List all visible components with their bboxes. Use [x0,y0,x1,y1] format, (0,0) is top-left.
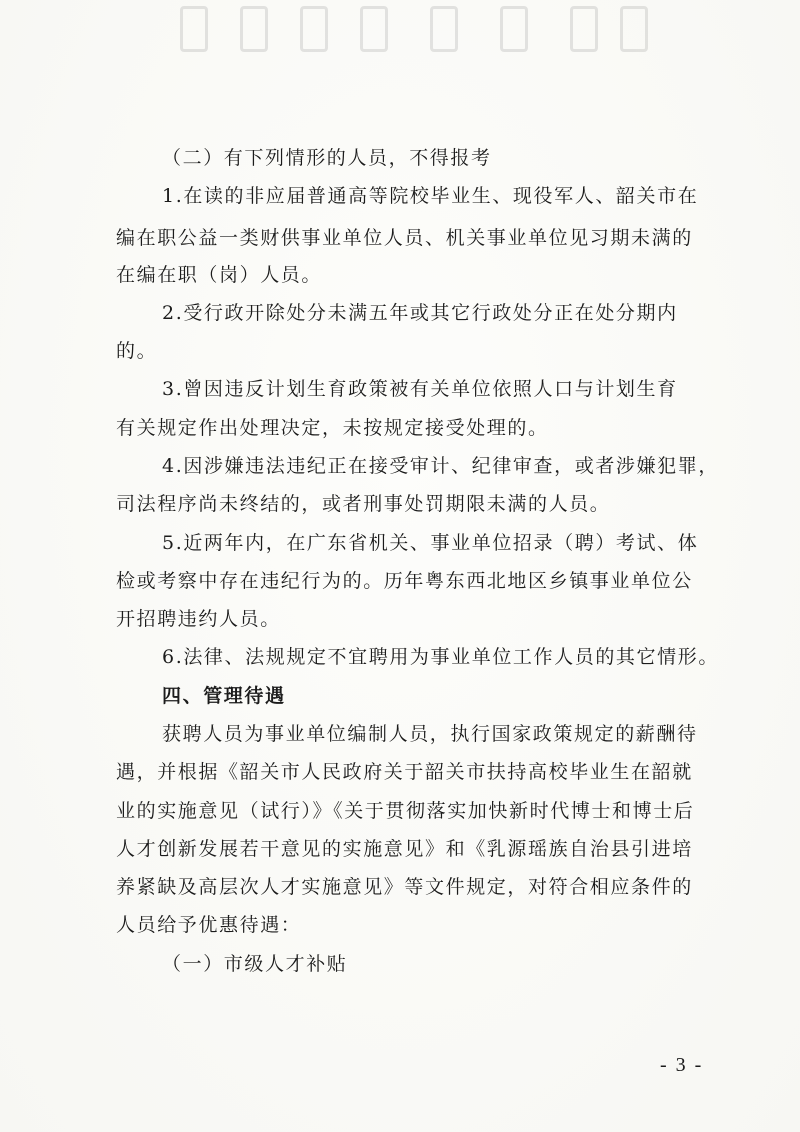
paragraph-line: 开招聘违约人员。 [116,608,281,630]
section-heading: 四、管理待遇 [162,685,286,707]
paragraph-line: 3.曾因违反计划生育政策被有关单位依照人口与计划生育 [162,378,678,400]
paragraph-line: 养紧缺及高层次人才实施意见》等文件规定，对符合相应条件的 [116,876,693,898]
paragraph-line: 遇，并根据《韶关市人民政府关于韶关市扶持高校毕业生在韶就 [116,761,693,783]
paragraph-line: 有关规定作出处理决定，未按规定接受处理的。 [116,417,549,439]
subsection-heading: （一）市级人才补贴 [162,953,348,975]
bleed-mark [240,6,268,52]
bleed-mark [570,6,598,52]
subsection-heading: （二）有下列情形的人员，不得报考 [162,147,492,169]
bleed-mark [180,6,208,52]
paragraph-line: 业的实施意见（试行）》《关于贯彻落实加快新时代博士和博士后 [116,800,695,822]
paragraph-line: 司法程序尚未终结的，或者刑事处罚期限未满的人员。 [116,493,611,515]
paragraph-line: 在编在职（岗）人员。 [116,264,323,286]
bleed-mark [360,6,388,52]
paragraph-line: 编在职公益一类财供事业单位人员、机关事业单位见习期未满的 [116,227,693,249]
page-number: - 3 - [660,1054,704,1076]
bleed-mark [300,6,328,52]
paragraph-line: 2.受行政开除处分未满五年或其它行政处分正在处分期内 [162,302,678,324]
paragraph-line: 5.近两年内，在广东省机关、事业单位招录（聘）考试、体 [162,532,699,554]
paragraph-line: 人才创新发展若干意见的实施意见》和《乳源瑶族自治县引进培 [116,838,693,860]
bleed-through-marks [180,0,650,60]
bleed-mark [620,6,648,52]
paragraph-line: 6.法律、法规规定不宜聘用为事业单位工作人员的其它情形。 [162,646,719,668]
bleed-mark [500,6,528,52]
paragraph-line: 4.因涉嫌违法违纪正在接受审计、纪律审查，或者涉嫌犯罪， [162,455,719,477]
paragraph-line: 获聘人员为事业单位编制人员，执行国家政策规定的薪酬待 [162,723,698,745]
paragraph-line: 检或考察中存在违纪行为的。历年粤东西北地区乡镇事业单位公 [116,570,693,592]
paragraph-line: 1.在读的非应届普通高等院校毕业生、现役军人、韶关市在 [162,185,699,207]
paragraph-line: 人员给予优惠待遇： [116,914,302,936]
paragraph-line: 的。 [116,340,158,362]
bleed-mark [430,6,458,52]
